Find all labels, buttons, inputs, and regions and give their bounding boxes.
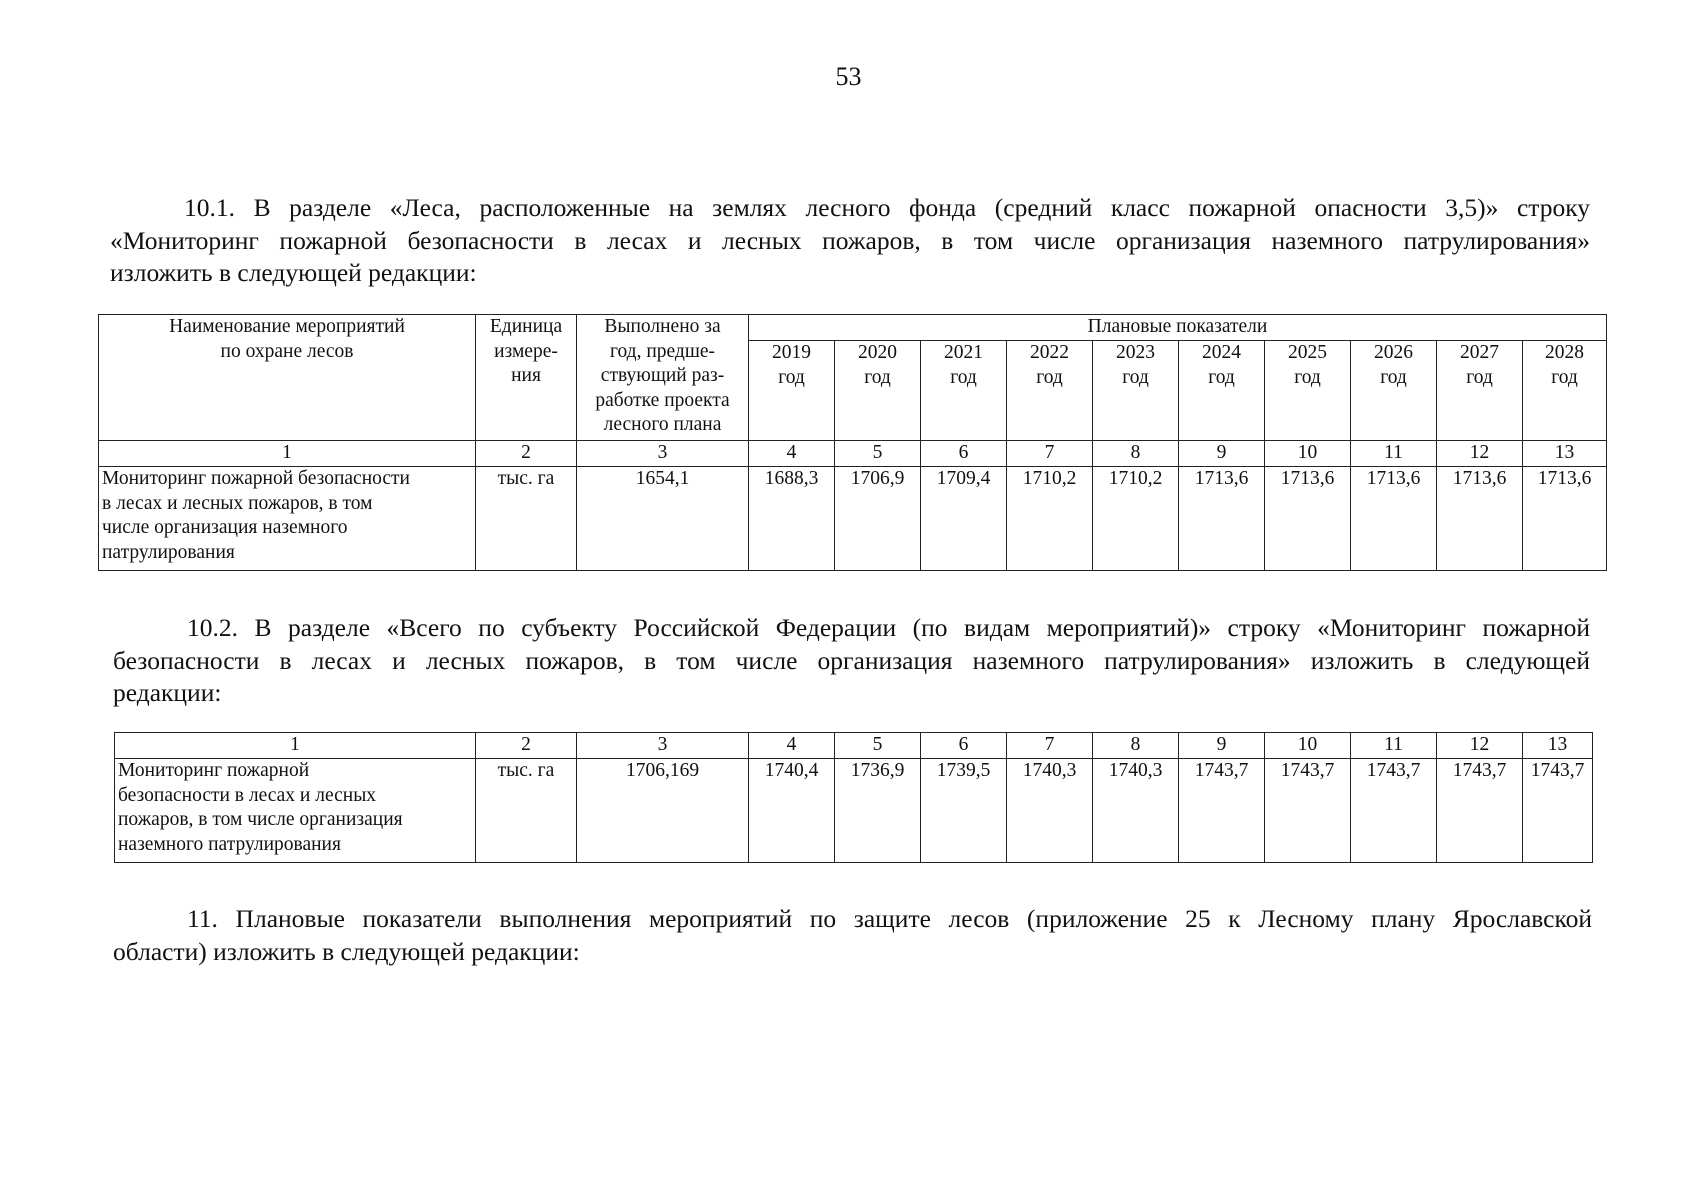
row-value: 1743,7 xyxy=(1265,759,1351,863)
year-number: 2026 xyxy=(1374,342,1413,363)
row-value: 1713,6 xyxy=(1179,467,1265,571)
year-number: 2027 xyxy=(1460,342,1499,363)
table-federal-subject xyxy=(114,732,1593,863)
row-value: 1710,2 xyxy=(1007,467,1093,571)
table-row xyxy=(99,467,1607,571)
header-activity-name xyxy=(99,315,476,441)
row-value: 1740,3 xyxy=(1007,759,1093,863)
row-value: 1740,3 xyxy=(1093,759,1179,863)
year-number: 2021 xyxy=(944,342,983,363)
column-number: 8 xyxy=(1093,441,1179,467)
name-line: числе организация наземного xyxy=(102,517,348,538)
table-row-column-numbers xyxy=(115,733,1593,759)
column-number: 3 xyxy=(577,441,749,467)
paragraph-10-2 xyxy=(113,612,1590,710)
column-number: 12 xyxy=(1437,441,1523,467)
year-number: 2020 xyxy=(858,342,897,363)
column-number: 11 xyxy=(1351,733,1437,759)
header-year xyxy=(1007,341,1093,441)
row-unit: тыс. га xyxy=(476,759,577,863)
row-value: 1736,9 xyxy=(835,759,921,863)
year-word: год xyxy=(778,366,805,388)
column-number: 5 xyxy=(835,733,921,759)
column-number: 4 xyxy=(749,441,835,467)
row-value: 1713,6 xyxy=(1265,467,1351,571)
header-year xyxy=(1523,341,1607,441)
header-year xyxy=(1093,341,1179,441)
paragraph-line: «Мониторинг пожарной безопасности в лесах и лесных пожаров, в том числе организация наземного патрулирования» xyxy=(110,225,1590,255)
header-year xyxy=(1437,341,1523,441)
column-number: 12 xyxy=(1437,733,1523,759)
header-done xyxy=(577,315,749,441)
column-number: 2 xyxy=(476,441,577,467)
row-activity-name xyxy=(115,759,476,863)
column-number: 8 xyxy=(1093,733,1179,759)
name-line: безопасности в лесах и лесных xyxy=(118,784,377,806)
row-value: 1713,6 xyxy=(1351,467,1437,571)
column-number: 2 xyxy=(476,733,577,759)
row-done: 1654,1 xyxy=(577,467,749,571)
year-number: 2023 xyxy=(1116,342,1155,363)
year-number: 2022 xyxy=(1030,342,1069,363)
header-line: Единица xyxy=(489,316,563,337)
header-line: по охране лесов xyxy=(220,340,354,362)
name-line: Мониторинг пожарной безопасности xyxy=(102,468,410,489)
column-number: 7 xyxy=(1007,733,1093,759)
paragraph-10-1 xyxy=(110,192,1590,290)
header-line: измере- xyxy=(494,340,558,362)
header-line: Выполнено за xyxy=(604,316,721,337)
paragraph-line: изложить в следующей редакции: xyxy=(110,258,477,287)
row-value: 1713,6 xyxy=(1523,467,1607,571)
header-line: работке проекта xyxy=(595,389,730,411)
paragraph-line: 10.2. В разделе «Всего по субъекту Российской Федерации (по видам мероприятий)» строку «Мониторинг пожарной xyxy=(187,613,1590,642)
year-number: 2024 xyxy=(1202,342,1241,363)
row-value: 1710,2 xyxy=(1093,467,1179,571)
row-value: 1706,9 xyxy=(835,467,921,571)
header-year xyxy=(1179,341,1265,441)
paragraph-line: 10.1. В разделе «Леса, расположенные на землях лесного фонда (средний класс пожарной опасности 3,5)» строку xyxy=(184,193,1590,222)
column-number: 10 xyxy=(1265,441,1351,467)
paragraph-11 xyxy=(113,903,1592,968)
header-planned: Плановые показатели xyxy=(749,315,1607,341)
year-number: 2019 xyxy=(772,342,811,363)
year-word: год xyxy=(1208,366,1235,388)
year-number: 2028 xyxy=(1545,342,1584,363)
column-number: 11 xyxy=(1351,441,1437,467)
column-number: 1 xyxy=(115,733,476,759)
paragraph-line: редакции: xyxy=(113,678,222,707)
year-word: год xyxy=(950,366,977,388)
year-word: год xyxy=(1122,366,1149,388)
year-word: год xyxy=(1380,366,1407,388)
paragraph-line: области) изложить в следующей редакции: xyxy=(113,936,580,966)
row-value: 1739,5 xyxy=(921,759,1007,863)
column-number: 9 xyxy=(1179,733,1265,759)
column-number: 3 xyxy=(577,733,749,759)
column-number: 9 xyxy=(1179,441,1265,467)
column-number: 13 xyxy=(1523,733,1593,759)
row-value: 1743,7 xyxy=(1179,759,1265,863)
name-line: патрулирования xyxy=(102,541,235,563)
column-number: 4 xyxy=(749,733,835,759)
name-line: в лесах и лесных пожаров, в том xyxy=(102,492,373,514)
row-unit: тыс. га xyxy=(476,467,577,571)
header-year xyxy=(835,341,921,441)
header-year xyxy=(921,341,1007,441)
year-word: год xyxy=(1294,366,1321,388)
year-word: год xyxy=(1466,366,1493,388)
year-number: 2025 xyxy=(1288,342,1327,363)
column-number: 6 xyxy=(921,733,1007,759)
row-value: 1743,7 xyxy=(1351,759,1437,863)
column-number: 7 xyxy=(1007,441,1093,467)
header-line: Наименование мероприятий xyxy=(169,316,405,337)
column-number: 10 xyxy=(1265,733,1351,759)
column-number: 1 xyxy=(99,441,476,467)
row-activity-name xyxy=(99,467,476,571)
row-value: 1743,7 xyxy=(1437,759,1523,863)
row-value: 1688,3 xyxy=(749,467,835,571)
header-year xyxy=(1351,341,1437,441)
column-number: 13 xyxy=(1523,441,1607,467)
row-value: 1740,4 xyxy=(749,759,835,863)
year-word: год xyxy=(864,366,891,388)
row-value: 1743,7 xyxy=(1523,759,1593,863)
table-row-column-numbers xyxy=(99,441,1607,467)
table-row xyxy=(115,759,1593,863)
row-done: 1706,169 xyxy=(577,759,749,863)
paragraph-line: 11. Плановые показатели выполнения мероприятий по защите лесов (приложение 25 к Лесному плану Ярославской xyxy=(187,904,1592,933)
paragraph-line: безопасности в лесах и лесных пожаров, в том числе организация наземного патрулирования» изложить в следующей xyxy=(113,645,1590,675)
name-line: Мониторинг пожарной xyxy=(118,760,310,781)
header-unit xyxy=(476,315,577,441)
header-line: ствующий раз- xyxy=(600,365,725,386)
name-line: пожаров, в том числе организация xyxy=(118,809,403,830)
name-line: наземного патрулирования xyxy=(118,833,341,855)
header-line: ния xyxy=(511,365,541,386)
header-line: год, предше- xyxy=(609,340,716,362)
year-word: год xyxy=(1036,366,1063,388)
column-number: 6 xyxy=(921,441,1007,467)
header-year xyxy=(1265,341,1351,441)
header-year xyxy=(749,341,835,441)
year-word: год xyxy=(1551,366,1578,388)
page-number: 53 xyxy=(835,62,862,91)
table-forest-fund xyxy=(98,314,1607,571)
row-value: 1713,6 xyxy=(1437,467,1523,571)
column-number: 5 xyxy=(835,441,921,467)
row-value: 1709,4 xyxy=(921,467,1007,571)
header-line: лесного плана xyxy=(603,414,722,435)
